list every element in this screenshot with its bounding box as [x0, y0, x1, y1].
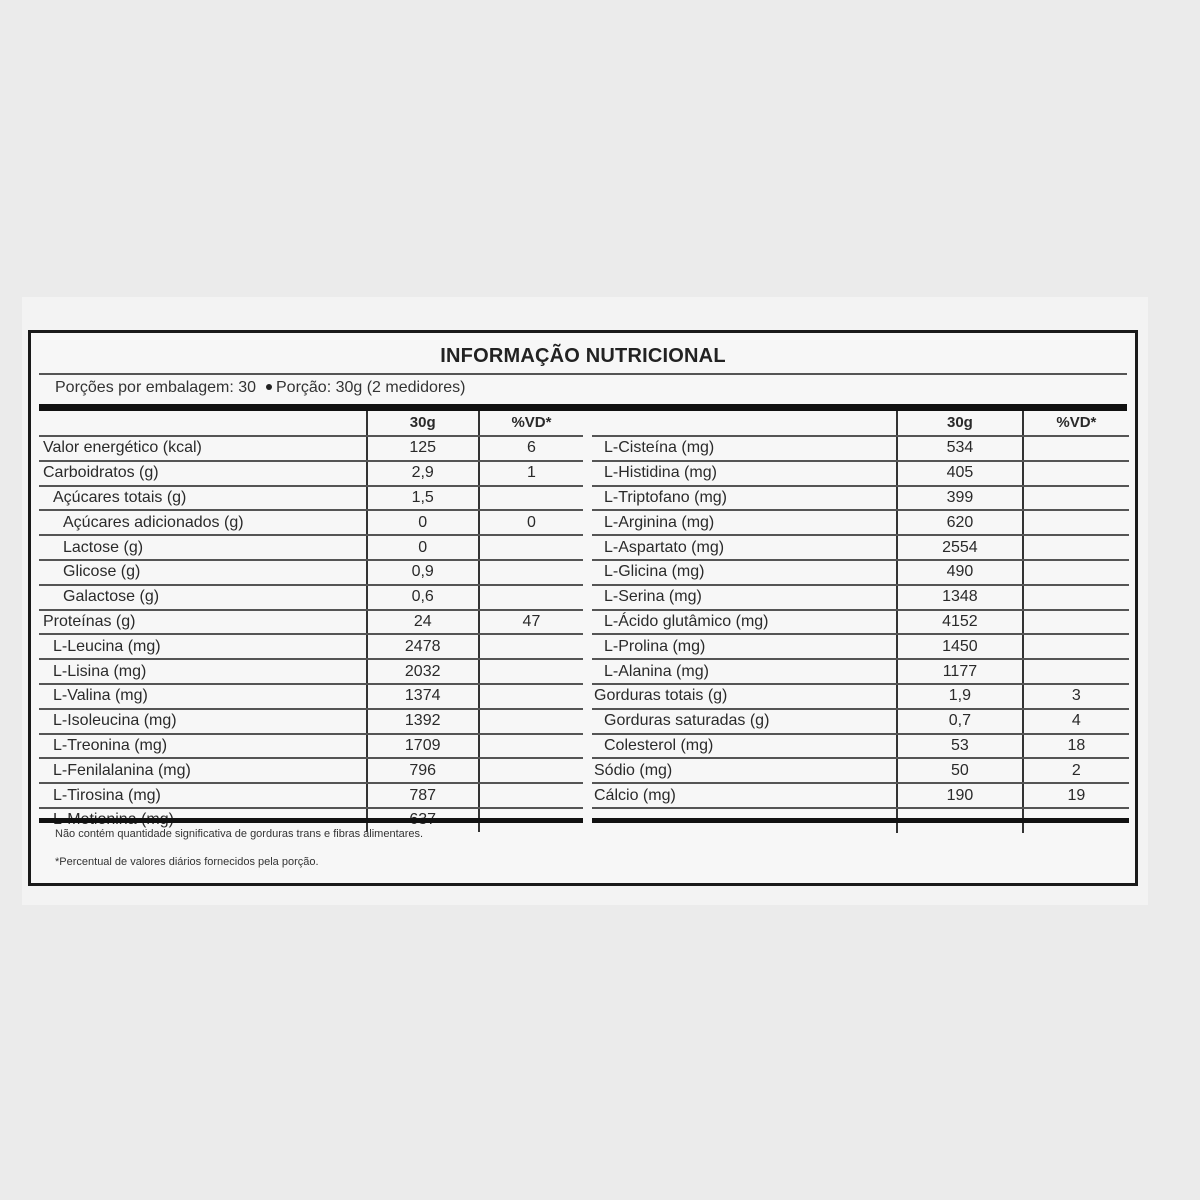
nutrient-name: Cálcio (mg) [592, 783, 897, 808]
nutrient-dv: 1 [479, 461, 583, 486]
nutrient-name: L-Prolina (mg) [592, 634, 897, 659]
nutrient-dv [1023, 659, 1129, 684]
table-row [592, 734, 1129, 759]
nutrient-amount: 534 [897, 436, 1023, 461]
table-row [39, 659, 583, 684]
nutrient-amount: 1374 [367, 684, 479, 709]
table-row [39, 783, 583, 808]
nutrient-amount: 2478 [367, 634, 479, 659]
table-header-row [592, 411, 1129, 436]
table-header-row [39, 411, 583, 436]
title-divider [39, 373, 1127, 375]
nutrient-amount: 50 [897, 758, 1023, 783]
nutrient-amount: 1450 [897, 634, 1023, 659]
bottom-divider-left [39, 818, 583, 823]
nutrient-name: Galactose (g) [39, 585, 367, 610]
nutrient-name: L-Treonina (mg) [39, 734, 367, 759]
nutrient-amount: 24 [367, 610, 479, 635]
nutrient-amount: 0 [367, 510, 479, 535]
nutrient-dv: 3 [1023, 684, 1129, 709]
nutrient-amount: 1348 [897, 585, 1023, 610]
nutrient-dv [479, 758, 583, 783]
table-row [39, 486, 583, 511]
nutrient-name: L-Histidina (mg) [592, 461, 897, 486]
table-row [39, 610, 583, 635]
nutrient-name: Valor energético (kcal) [39, 436, 367, 461]
nutrition-table-left [39, 411, 583, 832]
nutrient-name: L-Fenilalanina (mg) [39, 758, 367, 783]
nutrient-dv [479, 486, 583, 511]
nutrient-amount: 399 [897, 486, 1023, 511]
nutrient-name: Colesterol (mg) [592, 734, 897, 759]
nutrient-dv [479, 585, 583, 610]
nutrient-dv: 4 [1023, 709, 1129, 734]
nutrient-dv [1023, 510, 1129, 535]
nutrient-name: L-Lisina (mg) [39, 659, 367, 684]
table-row [39, 461, 583, 486]
nutrient-amount: 0,6 [367, 585, 479, 610]
nutrient-amount: 1,5 [367, 486, 479, 511]
nutrient-dv: 18 [1023, 734, 1129, 759]
serving-size: Porção: 30g (2 medidores) [276, 379, 466, 396]
nutrition-table-right [592, 411, 1129, 833]
table-row [592, 758, 1129, 783]
nutrient-dv: 6 [479, 436, 583, 461]
bottom-divider-right [592, 818, 1129, 823]
nutrient-amount: 1177 [897, 659, 1023, 684]
nutrient-amount: 2,9 [367, 461, 479, 486]
nutrient-name: L-Leucina (mg) [39, 634, 367, 659]
nutrient-amount: 0 [367, 535, 479, 560]
table-row [39, 436, 583, 461]
nutrient-name: Lactose (g) [39, 535, 367, 560]
nutrient-name: Sódio (mg) [592, 758, 897, 783]
header-dv: %VD* [479, 411, 583, 436]
bullet-icon [266, 384, 272, 390]
servings-per-package: Porções por embalagem: 30 [55, 379, 256, 396]
nutrient-amount: 53 [897, 734, 1023, 759]
table-row [592, 585, 1129, 610]
table-row [592, 486, 1129, 511]
nutrient-dv [479, 734, 583, 759]
label-title: INFORMAÇÃO NUTRICIONAL [440, 345, 726, 367]
nutrient-amount: 0,9 [367, 560, 479, 585]
thick-divider [39, 404, 1127, 411]
nutrient-dv: 19 [1023, 783, 1129, 808]
nutrient-amount: 125 [367, 436, 479, 461]
nutrient-amount: 0,7 [897, 709, 1023, 734]
table-row [592, 709, 1129, 734]
nutrient-amount: 620 [897, 510, 1023, 535]
nutrient-name: L-Glicina (mg) [592, 560, 897, 585]
nutrient-amount: 190 [897, 783, 1023, 808]
table-row [39, 758, 583, 783]
table-row [592, 461, 1129, 486]
nutrient-dv [1023, 585, 1129, 610]
footnote-daily-values: *Percentual de valores diários fornecidos pela porção. [55, 856, 319, 868]
nutrient-amount: 1709 [367, 734, 479, 759]
nutrient-amount: 1,9 [897, 684, 1023, 709]
nutrient-name: Gorduras saturadas (g) [592, 709, 897, 734]
serving-info [55, 379, 465, 397]
nutrient-name: Glicose (g) [39, 560, 367, 585]
nutrient-dv [479, 684, 583, 709]
nutrient-dv [1023, 610, 1129, 635]
header-amount: 30g [367, 411, 479, 436]
nutrient-dv: 2 [1023, 758, 1129, 783]
nutrient-dv [479, 659, 583, 684]
nutrient-dv [1023, 436, 1129, 461]
nutrition-label [28, 330, 1138, 886]
nutrient-dv [479, 709, 583, 734]
table-row [39, 510, 583, 535]
table-row [592, 783, 1129, 808]
nutrient-dv [479, 783, 583, 808]
nutrient-dv [479, 560, 583, 585]
nutrient-dv [1023, 486, 1129, 511]
nutrient-amount: 787 [367, 783, 479, 808]
nutrient-amount: 1392 [367, 709, 479, 734]
nutrient-amount: 2554 [897, 535, 1023, 560]
nutrient-name: L-Aspartato (mg) [592, 535, 897, 560]
footnote-trans-fat: Não contém quantidade significativa de gorduras trans e fibras alimentares. [55, 828, 424, 840]
nutrient-name: Proteínas (g) [39, 610, 367, 635]
table-row [592, 684, 1129, 709]
nutrient-name: L-Cisteína (mg) [592, 436, 897, 461]
header-name-cell [39, 411, 367, 436]
table-row [592, 659, 1129, 684]
nutrient-dv [1023, 634, 1129, 659]
table-row [592, 436, 1129, 461]
table-row [39, 585, 583, 610]
table-row [39, 684, 583, 709]
nutrient-name: L-Alanina (mg) [592, 659, 897, 684]
nutrient-name: L-Ácido glutâmico (mg) [592, 610, 897, 635]
table-row [39, 634, 583, 659]
nutrient-dv [479, 535, 583, 560]
nutrient-name: L-Arginina (mg) [592, 510, 897, 535]
nutrient-name: L-Serina (mg) [592, 585, 897, 610]
nutrient-name: Carboidratos (g) [39, 461, 367, 486]
table-row [592, 535, 1129, 560]
nutrient-name: Gorduras totais (g) [592, 684, 897, 709]
nutrient-name: L-Triptofano (mg) [592, 486, 897, 511]
table-row [39, 709, 583, 734]
nutrient-dv [1023, 560, 1129, 585]
table-row [592, 634, 1129, 659]
nutrient-amount: 490 [897, 560, 1023, 585]
header-dv: %VD* [1023, 411, 1129, 436]
table-row [592, 560, 1129, 585]
nutrient-amount: 405 [897, 461, 1023, 486]
nutrient-name: Açúcares adicionados (g) [39, 510, 367, 535]
nutrient-amount: 2032 [367, 659, 479, 684]
table-row [592, 510, 1129, 535]
nutrient-dv: 0 [479, 510, 583, 535]
nutrient-name: L-Tirosina (mg) [39, 783, 367, 808]
nutrient-amount: 4152 [897, 610, 1023, 635]
table-row [39, 560, 583, 585]
table-row [592, 610, 1129, 635]
nutrient-dv [1023, 535, 1129, 560]
nutrient-name: L-Isoleucina (mg) [39, 709, 367, 734]
table-row [39, 535, 583, 560]
nutrient-dv: 47 [479, 610, 583, 635]
nutrient-dv [479, 634, 583, 659]
header-amount: 30g [897, 411, 1023, 436]
table-row [39, 734, 583, 759]
nutrient-amount: 796 [367, 758, 479, 783]
nutrient-name: Açúcares totais (g) [39, 486, 367, 511]
nutrient-name: L-Valina (mg) [39, 684, 367, 709]
nutrient-dv [1023, 461, 1129, 486]
header-name-cell [592, 411, 897, 436]
